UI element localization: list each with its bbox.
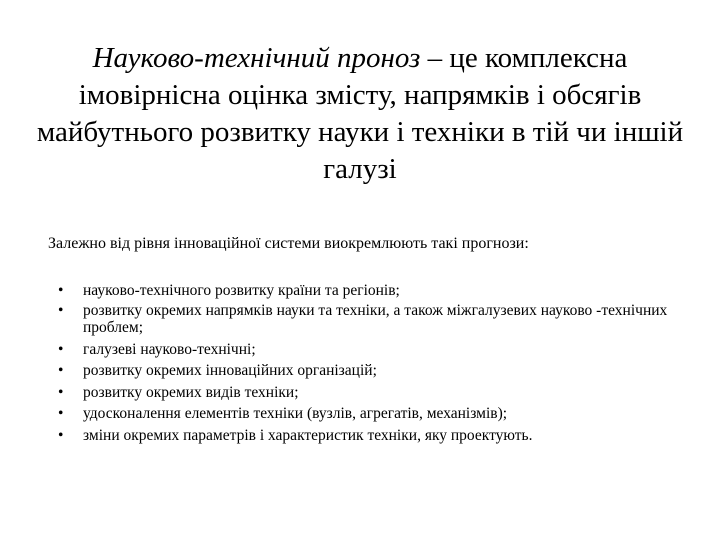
bullet-icon: • bbox=[58, 362, 64, 379]
slide-title bbox=[30, 40, 690, 188]
list-item-text: науково-технічного розвитку країни та регіонів; bbox=[83, 282, 400, 299]
list-item-text: розвитку окремих напрямків науки та техніки, а також міжгалузевих науково -технічних проблем; bbox=[83, 301, 668, 336]
bullet-icon: • bbox=[58, 340, 64, 358]
bullet-icon: • bbox=[58, 405, 64, 422]
bullet-icon: • bbox=[58, 383, 64, 401]
intro-text: Залежно від рівня інноваційної системи виокремлюють такі прогнози: bbox=[48, 235, 529, 252]
list-item bbox=[58, 302, 698, 337]
list-item bbox=[58, 384, 698, 402]
list-item-text: розвитку окремих видів техніки; bbox=[83, 383, 299, 401]
forecast-types-list bbox=[58, 282, 698, 448]
list-item bbox=[58, 282, 698, 300]
list-item-text: розвитку окремих інноваційних організацій; bbox=[83, 362, 377, 379]
title-definition: – це комплексна імовірнісна оцінка змісту, напрямків і обсягів майбутнього розвитку науки і техніки в тій чи іншій галузі bbox=[36, 42, 684, 185]
list-item bbox=[58, 341, 698, 359]
bullet-icon: • bbox=[58, 301, 64, 319]
bullet-icon: • bbox=[58, 426, 64, 444]
list-item bbox=[58, 427, 698, 445]
list-item bbox=[58, 362, 698, 380]
list-item-text: удосконалення елементів техніки (вузлів, агрегатів, механізмів); bbox=[83, 405, 508, 422]
bullet-icon: • bbox=[58, 282, 64, 299]
list-item bbox=[58, 405, 698, 423]
list-item-text: галузеві науково-технічні; bbox=[83, 340, 256, 358]
list-item-text: зміни окремих параметрів і характеристик техніки, яку проектують. bbox=[83, 426, 533, 444]
title-term: Науково-технічний проноз bbox=[92, 42, 421, 74]
